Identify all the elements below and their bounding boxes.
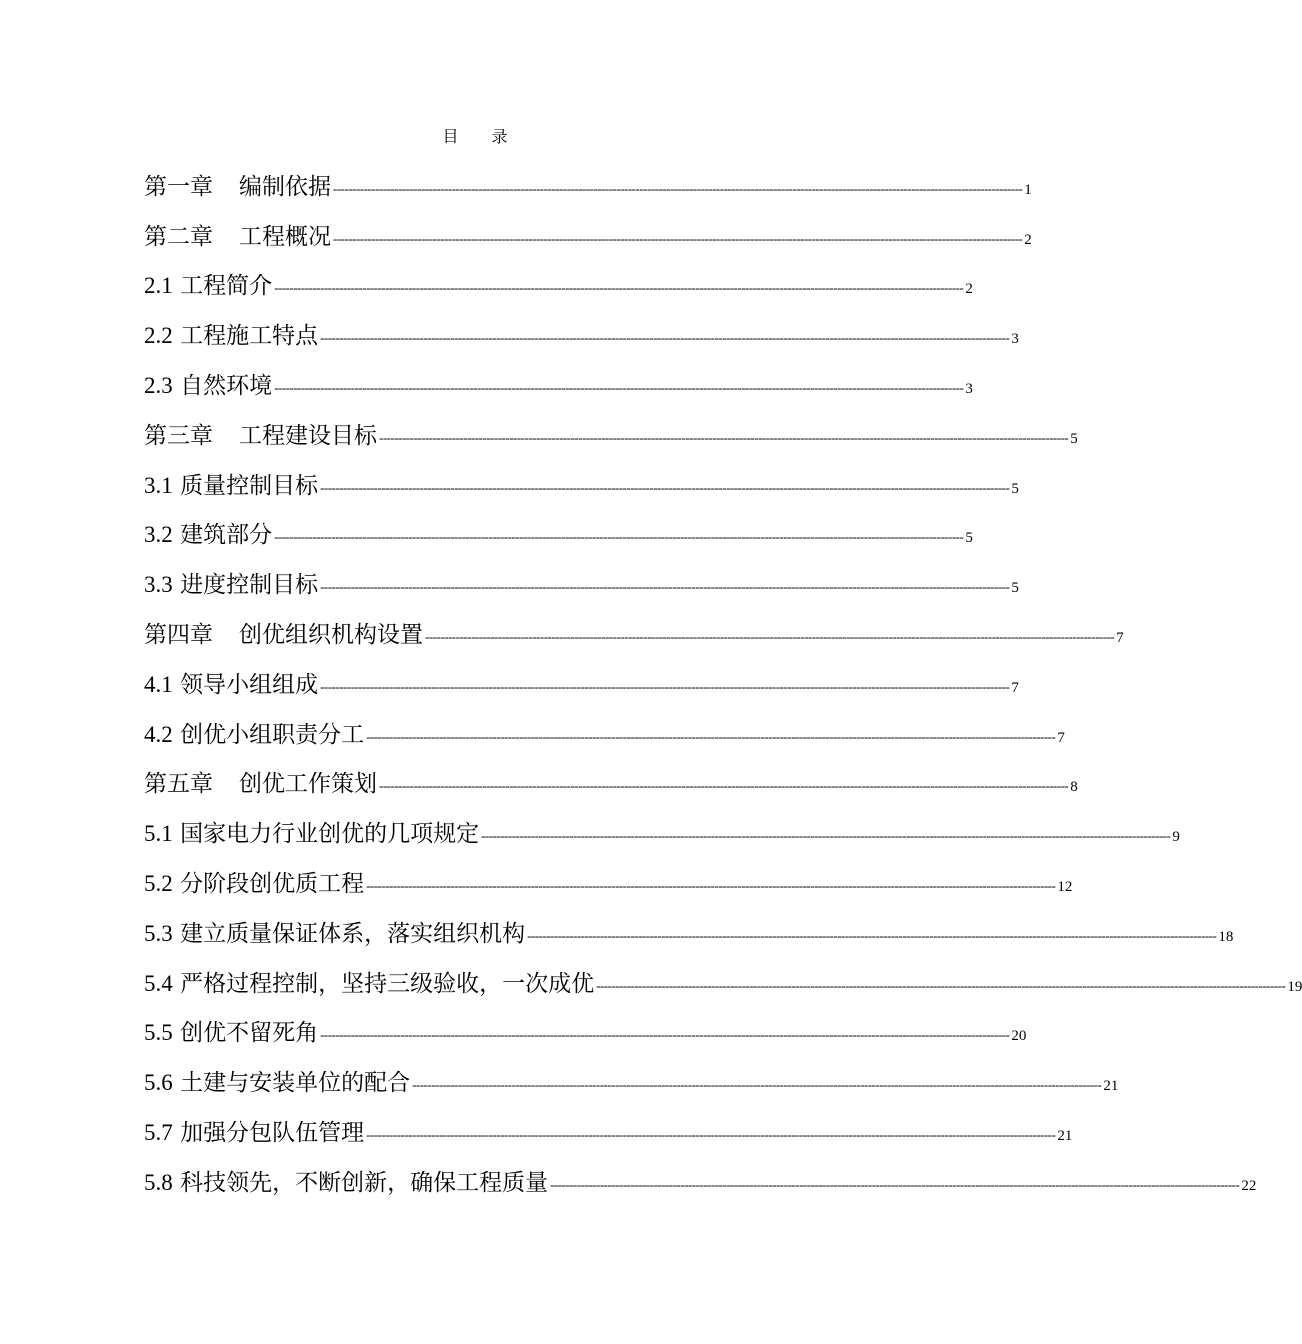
- toc-entry-gap: [173, 323, 180, 349]
- toc-entry-text: 分阶段创优质工程: [180, 870, 365, 897]
- toc-dot-leader: ------------------------------------------------------------------------------------------------------------------------------------------------------------------------------------: [481, 828, 1171, 844]
- toc-entry-text: 建筑部分: [180, 522, 273, 549]
- toc-entry-label: [144, 720, 364, 750]
- toc-page-number: 19: [1287, 978, 1302, 995]
- toc-entry-text: 编制依据: [239, 173, 331, 200]
- toc-entry-label: [144, 769, 377, 799]
- toc-entry-label: [144, 1068, 410, 1098]
- toc-dot-leader: ------------------------------------------------------------------------------------------------------------------------------------------------------------------------------------: [366, 728, 1056, 744]
- toc-entry-text: 质量控制目标: [180, 472, 319, 499]
- toc-entry-label: [144, 1118, 364, 1148]
- toc-dot-leader: ------------------------------------------------------------------------------------------------------------------------------------------------------------------------------------: [366, 877, 1056, 893]
- toc-entry-number: 5.2: [144, 870, 173, 896]
- toc-page-number: 18: [1218, 928, 1234, 945]
- toc-page-number: 5: [1011, 480, 1019, 497]
- toc-entry-label: [144, 1168, 548, 1198]
- toc-entry-number: 4.1: [144, 671, 173, 697]
- toc-entry-number: 5.1: [144, 821, 173, 847]
- toc-entry-number: 5.6: [144, 1070, 173, 1096]
- toc-entry-gap: [173, 1070, 180, 1096]
- toc-dot-leader: ------------------------------------------------------------------------------------------------------------------------------------------------------------------------------------: [320, 579, 1010, 595]
- toc-entry-number: 5.3: [144, 920, 173, 946]
- toc-dot-leader: ------------------------------------------------------------------------------------------------------------------------------------------------------------------------------------: [320, 678, 1010, 694]
- toc-entry-number: 第五章: [144, 771, 213, 798]
- toc-page-number: 1: [1024, 181, 1032, 198]
- toc-entry-number: 5.5: [144, 1020, 173, 1046]
- toc-entry-gap: [173, 722, 180, 748]
- toc-section-entry[interactable]: [144, 252, 973, 302]
- toc-entry-text: 建立质量保证体系，落实组织机构: [180, 920, 526, 947]
- toc-entry-text: 工程施工特点: [180, 323, 319, 350]
- toc-section-entry[interactable]: [144, 1148, 1257, 1198]
- toc-entry-text: 工程简介: [180, 273, 273, 300]
- toc-page-number: 12: [1057, 878, 1073, 895]
- toc-entry-gap: [173, 572, 180, 598]
- toc-page-number: 8: [1070, 779, 1078, 796]
- toc-dot-leader: ------------------------------------------------------------------------------------------------------------------------------------------------------------------------------------: [412, 1077, 1102, 1093]
- toc-section-entry[interactable]: [144, 949, 1302, 999]
- toc-entry-label: [144, 222, 331, 252]
- toc-dot-leader: ------------------------------------------------------------------------------------------------------------------------------------------------------------------------------------: [379, 778, 1069, 794]
- toc-section-entry[interactable]: [144, 1048, 1119, 1098]
- toc-entry-text: 创优组织机构设置: [239, 621, 423, 648]
- toc-entry-text: 严格过程控制，坚持三级验收，一次成优: [180, 970, 595, 997]
- toc-entry-label: [144, 969, 594, 999]
- toc-section-entry[interactable]: [144, 1098, 1073, 1148]
- toc-title: 目 录: [442, 127, 522, 146]
- toc-entry-number: 5.7: [144, 1119, 173, 1145]
- toc-entry-label: [144, 620, 423, 650]
- toc-entry-number: 2.1: [144, 273, 173, 299]
- toc-entry-gap: [173, 871, 180, 897]
- toc-entry-number: 4.2: [144, 721, 173, 747]
- toc-dot-leader: ------------------------------------------------------------------------------------------------------------------------------------------------------------------------------------: [274, 280, 964, 296]
- toc-page-number: 21: [1103, 1078, 1119, 1095]
- toc-entry-gap: [173, 1020, 180, 1046]
- toc-chapter-entry[interactable]: [144, 750, 1078, 800]
- toc-page-number: 7: [1057, 729, 1065, 746]
- toc-entry-label: [144, 670, 318, 700]
- toc-page-number: 2: [1024, 231, 1032, 248]
- toc-dot-leader: ------------------------------------------------------------------------------------------------------------------------------------------------------------------------------------: [333, 180, 1023, 196]
- toc-list: [144, 152, 1302, 1198]
- toc-entry-number: 5.4: [144, 970, 173, 996]
- toc-dot-leader: ------------------------------------------------------------------------------------------------------------------------------------------------------------------------------------: [274, 379, 964, 395]
- toc-entry-label: [144, 371, 272, 401]
- toc-entry-text: 进度控制目标: [180, 572, 319, 599]
- toc-section-entry[interactable]: [144, 501, 973, 551]
- toc-page-number: 7: [1116, 629, 1124, 646]
- toc-section-entry[interactable]: [144, 550, 1019, 600]
- toc-section-entry[interactable]: [144, 451, 1019, 501]
- toc-entry-gap: [173, 1120, 180, 1146]
- toc-entry-gap: [173, 373, 180, 399]
- toc-entry-gap: [173, 672, 180, 698]
- toc-dot-leader: ------------------------------------------------------------------------------------------------------------------------------------------------------------------------------------: [320, 1027, 1010, 1043]
- toc-entry-text: 土建与安装单位的配合: [180, 1070, 411, 1097]
- toc-entry-text: 工程建设目标: [239, 422, 377, 449]
- toc-entry-label: [144, 421, 377, 451]
- toc-entry-number: 2.3: [144, 372, 173, 398]
- toc-section-entry[interactable]: [144, 650, 1019, 700]
- toc-entry-text: 工程概况: [239, 223, 331, 250]
- toc-page-number: 5: [965, 530, 973, 547]
- toc-dot-leader: ------------------------------------------------------------------------------------------------------------------------------------------------------------------------------------: [366, 1126, 1056, 1142]
- toc-entry-text: 加强分包队伍管理: [180, 1119, 365, 1146]
- toc-entry-label: [144, 919, 525, 949]
- toc-page-number: 20: [1011, 1028, 1027, 1045]
- toc-entry-text: 创优小组职责分工: [180, 721, 365, 748]
- toc-dot-leader: ------------------------------------------------------------------------------------------------------------------------------------------------------------------------------------: [379, 429, 1069, 445]
- toc-entry-label: [144, 520, 272, 550]
- toc-entry-label: [144, 869, 364, 899]
- toc-entry-number: 第二章: [144, 223, 213, 250]
- toc-page-number: 3: [1011, 331, 1019, 348]
- toc-page-number: 21: [1057, 1127, 1073, 1144]
- toc-chapter-entry[interactable]: [144, 202, 1032, 252]
- toc-section-entry[interactable]: [144, 849, 1073, 899]
- toc-entry-label: [144, 172, 331, 202]
- toc-dot-leader: ------------------------------------------------------------------------------------------------------------------------------------------------------------------------------------: [274, 529, 964, 545]
- toc-entry-label: [144, 321, 318, 351]
- toc-dot-leader: ------------------------------------------------------------------------------------------------------------------------------------------------------------------------------------: [320, 479, 1010, 495]
- toc-entry-label: [144, 1018, 318, 1048]
- toc-entry-number: 第四章: [144, 621, 213, 648]
- toc-page-number: 9: [1172, 829, 1180, 846]
- toc-entry-gap: [173, 821, 180, 847]
- toc-page-number: 3: [965, 380, 973, 397]
- toc-chapter-entry[interactable]: [144, 401, 1078, 451]
- toc-entry-text: 创优不留死角: [180, 1020, 319, 1047]
- toc-entry-text: 创优工作策划: [239, 771, 377, 798]
- toc-section-entry[interactable]: [144, 999, 1027, 1049]
- toc-entry-gap: [173, 273, 180, 299]
- toc-entry-gap: [173, 473, 180, 499]
- toc-entry-gap: [173, 522, 180, 548]
- toc-entry-label: [144, 271, 272, 301]
- toc-entry-text: 领导小组组成: [180, 671, 319, 698]
- toc-entry-number: 3.3: [144, 572, 173, 598]
- toc-section-entry[interactable]: [144, 301, 1019, 351]
- toc-dot-leader: ------------------------------------------------------------------------------------------------------------------------------------------------------------------------------------: [527, 927, 1217, 943]
- toc-entry-gap: [173, 1170, 180, 1196]
- toc-entry-text: 国家电力行业创优的几项规定: [180, 821, 480, 848]
- toc-section-entry[interactable]: [144, 351, 973, 401]
- toc-entry-number: 2.2: [144, 323, 173, 349]
- toc-entry-text: 科技领先，不断创新，确保工程质量: [180, 1169, 549, 1196]
- toc-entry-label: [144, 819, 479, 849]
- toc-dot-leader: ------------------------------------------------------------------------------------------------------------------------------------------------------------------------------------: [333, 230, 1023, 246]
- toc-entry-label: [144, 570, 318, 600]
- toc-entry-number: 第三章: [144, 422, 213, 449]
- toc-page-number: 2: [965, 281, 973, 298]
- toc-dot-leader: ------------------------------------------------------------------------------------------------------------------------------------------------------------------------------------: [425, 628, 1115, 644]
- toc-entry-gap: [173, 971, 180, 997]
- toc-dot-leader: ------------------------------------------------------------------------------------------------------------------------------------------------------------------------------------: [550, 1176, 1240, 1192]
- toc-chapter-entry[interactable]: [144, 152, 1032, 202]
- toc-entry-number: 5.8: [144, 1169, 173, 1195]
- toc-page-number: 5: [1011, 580, 1019, 597]
- toc-page-number: 5: [1070, 430, 1078, 447]
- toc-entry-label: [144, 471, 318, 501]
- toc-entry-gap: [173, 921, 180, 947]
- toc-entry-number: 3.2: [144, 522, 173, 548]
- toc-page-number: 22: [1241, 1177, 1257, 1194]
- toc-entry-text: 自然环境: [180, 372, 273, 399]
- toc-section-entry[interactable]: [144, 799, 1180, 849]
- toc-section-entry[interactable]: [144, 700, 1065, 750]
- toc-entry-number: 3.1: [144, 472, 173, 498]
- toc-page-number: 7: [1011, 679, 1019, 696]
- toc-dot-leader: ------------------------------------------------------------------------------------------------------------------------------------------------------------------------------------: [320, 330, 1010, 346]
- toc-chapter-entry[interactable]: [144, 600, 1124, 650]
- toc-section-entry[interactable]: [144, 899, 1234, 949]
- toc-entry-number: 第一章: [144, 173, 213, 200]
- toc-dot-leader: ------------------------------------------------------------------------------------------------------------------------------------------------------------------------------------: [596, 977, 1286, 993]
